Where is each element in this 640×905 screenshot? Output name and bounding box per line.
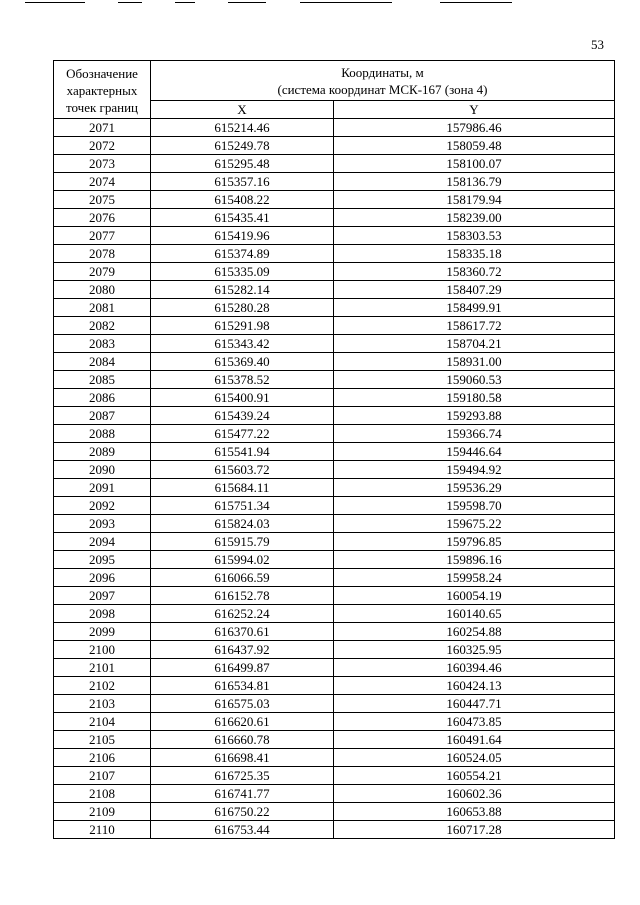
y-coordinate-cell: 158335.18 [334,245,615,263]
table-row [54,191,615,209]
y-coordinate-cell: 159180.58 [334,389,615,407]
table-row [54,137,615,155]
x-coordinate-cell: 615603.72 [151,461,334,479]
x-coordinate-cell: 616152.78 [151,587,334,605]
x-coordinate-cell: 616741.77 [151,785,334,803]
y-coordinate-cell: 158931.00 [334,353,615,371]
y-coordinate-cell: 160394.46 [334,659,615,677]
point-number-cell: 2106 [54,749,151,767]
top-scan-rule [440,2,512,3]
point-number-cell: 2078 [54,245,151,263]
top-scan-rule [300,2,392,3]
y-coordinate-cell: 160424.13 [334,677,615,695]
y-coordinate-cell: 160602.36 [334,785,615,803]
x-coordinate-cell: 615824.03 [151,515,334,533]
x-coordinate-cell: 615335.09 [151,263,334,281]
table-row [54,335,615,353]
table-row [54,263,615,281]
table-row [54,605,615,623]
table-row [54,407,615,425]
table-row [54,299,615,317]
table-row [54,227,615,245]
x-coordinate-cell: 615295.48 [151,155,334,173]
table-row [54,425,615,443]
point-number-cell: 2080 [54,281,151,299]
x-coordinate-cell: 615994.02 [151,551,334,569]
y-coordinate-cell: 158617.72 [334,317,615,335]
table-row [54,695,615,713]
point-number-cell: 2102 [54,677,151,695]
point-number-cell: 2083 [54,335,151,353]
y-coordinate-cell: 160473.85 [334,713,615,731]
table-row [54,353,615,371]
table-row [54,173,615,191]
table-row [54,371,615,389]
point-number-cell: 2099 [54,623,151,641]
x-coordinate-cell: 616066.59 [151,569,334,587]
table-row [54,515,615,533]
x-coordinate-cell: 616252.24 [151,605,334,623]
y-coordinate-cell: 159958.24 [334,569,615,587]
x-coordinate-cell: 616698.41 [151,749,334,767]
point-number-cell: 2097 [54,587,151,605]
table-row [54,119,615,137]
point-number-cell: 2100 [54,641,151,659]
x-column-header: X [151,101,334,119]
x-coordinate-cell: 615249.78 [151,137,334,155]
point-number-cell: 2108 [54,785,151,803]
point-number-cell: 2103 [54,695,151,713]
point-number-cell: 2088 [54,425,151,443]
table-row [54,767,615,785]
table-row [54,749,615,767]
x-coordinate-cell: 615439.24 [151,407,334,425]
x-coordinate-cell: 616575.03 [151,695,334,713]
y-coordinate-cell: 159896.16 [334,551,615,569]
point-number-cell: 2081 [54,299,151,317]
y-coordinate-cell: 159536.29 [334,479,615,497]
point-header-line: Обозначение [66,65,138,81]
point-header-line: характерных [66,82,138,98]
x-coordinate-cell: 615684.11 [151,479,334,497]
point-number-cell: 2092 [54,497,151,515]
table-row [54,443,615,461]
y-coordinate-cell: 158499.91 [334,299,615,317]
point-number-cell: 2085 [54,371,151,389]
table-header [54,61,615,119]
table-row [54,389,615,407]
top-scan-rule [118,2,142,3]
y-coordinate-cell: 158100.07 [334,155,615,173]
point-number-cell: 2086 [54,389,151,407]
point-number-cell: 2075 [54,191,151,209]
y-coordinate-cell: 158704.21 [334,335,615,353]
coordinates-table [53,60,615,839]
top-scan-rule [175,2,195,3]
table-row [54,461,615,479]
table-row [54,677,615,695]
point-number-cell: 2093 [54,515,151,533]
point-number-cell: 2105 [54,731,151,749]
top-scan-rule [228,2,266,3]
y-coordinate-cell: 158407.29 [334,281,615,299]
table-row [54,281,615,299]
top-scan-rule [25,2,85,3]
table-row [54,803,615,821]
x-coordinate-cell: 615477.22 [151,425,334,443]
table-row [54,731,615,749]
table-body [54,119,615,839]
x-coordinate-cell: 615408.22 [151,191,334,209]
y-coordinate-cell: 159494.92 [334,461,615,479]
point-number-cell: 2107 [54,767,151,785]
x-coordinate-cell: 615282.14 [151,281,334,299]
y-coordinate-cell: 158136.79 [334,173,615,191]
y-coordinate-cell: 158059.48 [334,137,615,155]
x-coordinate-cell: 616370.61 [151,623,334,641]
y-coordinate-cell: 160447.71 [334,695,615,713]
y-column-header: Y [334,101,615,119]
x-coordinate-cell: 616660.78 [151,731,334,749]
table-row [54,209,615,227]
x-coordinate-cell: 615291.98 [151,317,334,335]
table-row [54,317,615,335]
table-row [54,587,615,605]
point-number-cell: 2079 [54,263,151,281]
page-number: 53 [591,37,604,52]
x-coordinate-cell: 615343.42 [151,335,334,353]
point-number-cell: 2089 [54,443,151,461]
y-coordinate-cell: 160140.65 [334,605,615,623]
point-number-cell: 2072 [54,137,151,155]
y-coordinate-cell: 158179.94 [334,191,615,209]
table-row [54,569,615,587]
point-number-cell: 2073 [54,155,151,173]
point-number-cell: 2091 [54,479,151,497]
y-coordinate-cell: 158303.53 [334,227,615,245]
y-coordinate-cell: 160491.64 [334,731,615,749]
x-coordinate-cell: 615214.46 [151,119,334,137]
y-coordinate-cell: 159598.70 [334,497,615,515]
point-number-cell: 2110 [54,821,151,839]
x-coordinate-cell: 615915.79 [151,533,334,551]
point-number-cell: 2074 [54,173,151,191]
y-coordinate-cell: 160524.05 [334,749,615,767]
table-row [54,659,615,677]
y-coordinate-cell: 158360.72 [334,263,615,281]
point-number-cell: 2084 [54,353,151,371]
y-coordinate-cell: 157986.46 [334,119,615,137]
y-coordinate-cell: 160054.19 [334,587,615,605]
x-coordinate-cell: 615369.40 [151,353,334,371]
y-coordinate-cell: 159446.64 [334,443,615,461]
table-row [54,551,615,569]
table-row [54,713,615,731]
point-number-cell: 2109 [54,803,151,821]
point-number-cell: 2071 [54,119,151,137]
x-coordinate-cell: 616725.35 [151,767,334,785]
x-coordinate-cell: 615400.91 [151,389,334,407]
y-coordinate-cell: 159675.22 [334,515,615,533]
point-number-cell: 2082 [54,317,151,335]
table-row [54,155,615,173]
table-row [54,785,615,803]
x-coordinate-cell: 615751.34 [151,497,334,515]
x-coordinate-cell: 615541.94 [151,443,334,461]
coordinate-system-label: (система координат МСК-167 (зона 4) [277,81,488,97]
x-coordinate-cell: 616753.44 [151,821,334,839]
x-coordinate-cell: 615374.89 [151,245,334,263]
table-row [54,641,615,659]
y-coordinate-cell: 159293.88 [334,407,615,425]
x-coordinate-cell: 616750.22 [151,803,334,821]
x-coordinate-cell: 615419.96 [151,227,334,245]
x-coordinate-cell: 615435.41 [151,209,334,227]
point-number-cell: 2104 [54,713,151,731]
y-coordinate-cell: 159366.74 [334,425,615,443]
point-number-cell: 2090 [54,461,151,479]
table-row [54,245,615,263]
x-coordinate-cell: 615357.16 [151,173,334,191]
y-coordinate-cell: 159060.53 [334,371,615,389]
point-number-cell: 2095 [54,551,151,569]
y-coordinate-cell: 160254.88 [334,623,615,641]
table-row [54,623,615,641]
point-number-cell: 2096 [54,569,151,587]
point-number-cell: 2098 [54,605,151,623]
point-number-cell: 2087 [54,407,151,425]
coordinates-header [151,61,615,101]
table-row [54,479,615,497]
y-coordinate-cell: 160653.88 [334,803,615,821]
y-coordinate-cell: 158239.00 [334,209,615,227]
table-row [54,497,615,515]
coordinates-title: Координаты, м [341,64,424,80]
y-coordinate-cell: 160554.21 [334,767,615,785]
x-coordinate-cell: 616499.87 [151,659,334,677]
x-coordinate-cell: 616534.81 [151,677,334,695]
x-coordinate-cell: 616437.92 [151,641,334,659]
x-coordinate-cell: 615378.52 [151,371,334,389]
y-coordinate-cell: 160717.28 [334,821,615,839]
point-designation-header [54,61,151,119]
x-coordinate-cell: 615280.28 [151,299,334,317]
y-coordinate-cell: 160325.95 [334,641,615,659]
point-header-line: точек границ [65,99,139,115]
point-number-cell: 2094 [54,533,151,551]
point-number-cell: 2101 [54,659,151,677]
point-number-cell: 2077 [54,227,151,245]
table-row [54,821,615,839]
table-row [54,533,615,551]
y-coordinate-cell: 159796.85 [334,533,615,551]
x-coordinate-cell: 616620.61 [151,713,334,731]
point-number-cell: 2076 [54,209,151,227]
